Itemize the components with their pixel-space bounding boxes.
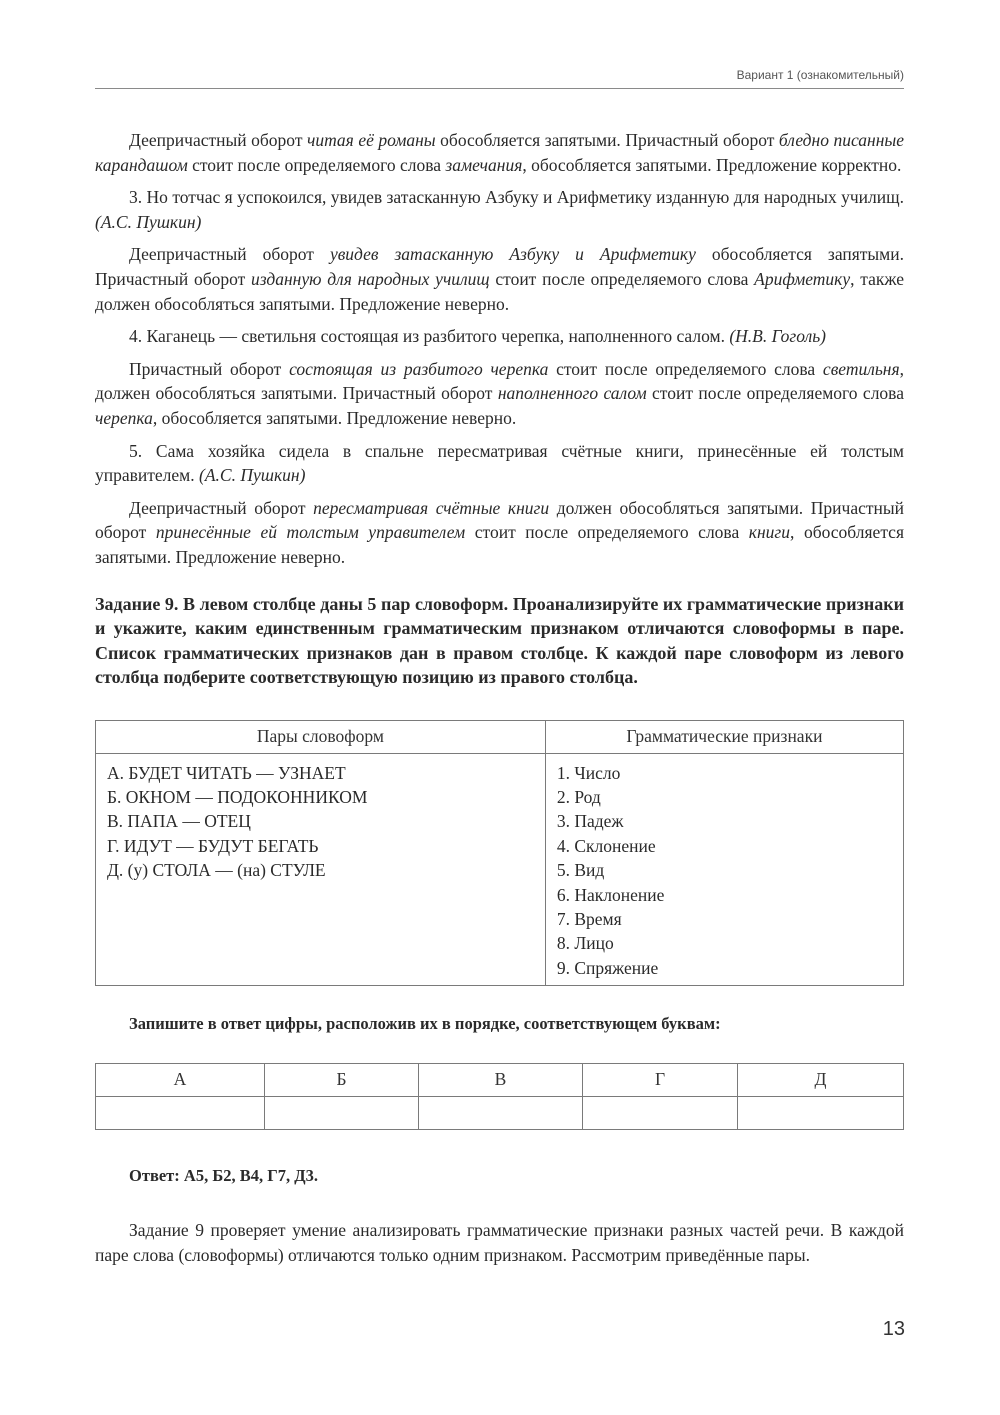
text-fragment: обособляется запятыми. Причастный оборот bbox=[95, 244, 904, 289]
italic-fragment: книги bbox=[748, 522, 790, 543]
text-fragment: стоит после определяемого слова bbox=[465, 522, 749, 543]
features-header: Грамматические признаки bbox=[545, 720, 903, 753]
pairs-cell bbox=[96, 753, 546, 986]
text-fragment: 4. Каганець — светильня состоящая из разбитого черепка, наполненного салом. bbox=[129, 326, 730, 347]
italic-fragment: читая её романы bbox=[306, 130, 436, 150]
page-number: 13 bbox=[882, 1318, 905, 1340]
italic-fragment: изданную для народных училищ bbox=[251, 268, 490, 289]
list-item: Г. ИДУТ — БУДУТ БЕГАТЬ bbox=[107, 835, 319, 856]
italic-fragment: бледно писанные карандашом bbox=[95, 130, 904, 175]
list-item: 1. Число bbox=[556, 762, 621, 783]
answer-letters-row bbox=[96, 1063, 904, 1096]
answer-blank-cell[interactable] bbox=[265, 1096, 419, 1129]
italic-fragment: черепка bbox=[95, 407, 153, 428]
text-fragment: Деепричастный оборот bbox=[129, 497, 314, 518]
answer-table bbox=[95, 1063, 904, 1130]
text-fragment: Причастный оборот bbox=[129, 358, 290, 379]
paragraph bbox=[95, 128, 904, 177]
italic-fragment: Арифметику bbox=[754, 268, 851, 289]
text-fragment: обособляется запятыми. Причастный оборот bbox=[435, 130, 779, 150]
italic-fragment: (А.С. Пушкин) bbox=[95, 211, 202, 232]
paragraph bbox=[95, 242, 904, 316]
paragraph bbox=[95, 324, 904, 349]
features-list bbox=[547, 755, 902, 985]
answer-blank-cell[interactable] bbox=[419, 1096, 583, 1129]
text-fragment: , обособляется запятыми. Предложение неверно. bbox=[95, 522, 904, 567]
answer-text: Ответ: А5, Б2, В4, Г7, Д3. bbox=[129, 1165, 318, 1185]
answer-letter: Б bbox=[265, 1063, 419, 1096]
answer-blank-cell[interactable] bbox=[583, 1096, 738, 1129]
answer-blank-cell[interactable] bbox=[96, 1096, 265, 1129]
header-title: Вариант 1 (ознакомительный) bbox=[736, 68, 904, 82]
list-item: 6. Наклонение bbox=[556, 884, 665, 905]
features-cell bbox=[545, 753, 903, 986]
answer-letter: Г bbox=[583, 1063, 738, 1096]
pairs-table bbox=[95, 720, 904, 987]
answer-blank-cell[interactable] bbox=[738, 1096, 904, 1129]
list-item: 4. Склонение bbox=[556, 835, 656, 856]
list-item: А. БУДЕТ ЧИТАТЬ — УЗНАЕТ bbox=[107, 762, 346, 783]
text-fragment: 3. Но тотчас я успокоился, увидев затасканную Азбуку и Арифметику изданную для народных училищ. bbox=[129, 187, 904, 208]
answer-blank-row bbox=[96, 1096, 904, 1129]
italic-fragment: (А.С. Пушкин) bbox=[199, 465, 306, 486]
pairs-list bbox=[97, 755, 544, 887]
answer-letter: В bbox=[419, 1063, 583, 1096]
list-item: Д. (у) СТОЛА — (на) СТУЛЕ bbox=[107, 860, 326, 881]
page-header bbox=[95, 66, 904, 89]
text-fragment: Деепричастный оборот bbox=[129, 130, 307, 150]
italic-fragment: светильня bbox=[822, 358, 900, 379]
list-item: 3. Падеж bbox=[556, 811, 624, 832]
pairs-header: Пары словоформ bbox=[96, 720, 546, 753]
task-heading: Задание 9. В левом столбце даны 5 пар словоформ. Проанализируйте их грамматические признаки и укажите, каким единственным грамматическим признаком отличаются словоформы в паре. Список грамматических признаков дан в правом столбце. К каждой паре словоформ из левого столбца подберите соответствующую позицию из правого столбца. bbox=[95, 593, 904, 687]
explanation-text: Задание 9 проверяет умение анализировать грамматические признаки разных частей речи. В каждой паре слова (словоформы) отличаются только одним признаком. Рассмотрим приведённые пары. bbox=[95, 1220, 904, 1265]
list-item: 5. Вид bbox=[556, 860, 605, 881]
italic-fragment: состоящая из разбитого черепка bbox=[289, 358, 549, 379]
list-item: Б. ОКНОМ — ПОДОКОННИКОМ bbox=[107, 786, 368, 807]
answer-letter: А bbox=[96, 1063, 265, 1096]
paragraph bbox=[95, 185, 904, 234]
paragraph bbox=[95, 496, 904, 570]
text-fragment: , должен обособляться запятыми. Причастный оборот bbox=[95, 358, 904, 404]
text-fragment: стоит после определяемого слова bbox=[548, 358, 823, 379]
italic-fragment: (Н.В. Гоголь) bbox=[729, 326, 826, 347]
text-fragment: Деепричастный оборот bbox=[129, 244, 330, 265]
text-fragment: должен обособляться запятыми. Причастный оборот bbox=[95, 497, 905, 543]
page-content bbox=[95, 128, 904, 1268]
italic-fragment: принесённые ей толстым управителем bbox=[155, 522, 466, 543]
italic-fragment: наполненного салом bbox=[497, 383, 647, 404]
italic-fragment: замечания bbox=[445, 154, 523, 175]
instruction: Запишите в ответ цифры, расположив их в порядке, соответствующем буквам: bbox=[129, 1014, 721, 1034]
list-item: 2. Род bbox=[556, 786, 601, 807]
list-item: 7. Время bbox=[556, 908, 622, 929]
text-fragment: , обособляется запятыми. Предложение неверно. bbox=[152, 407, 517, 428]
text-fragment: , также должен обособляться запятыми. Предложение неверно. bbox=[95, 268, 905, 314]
list-item: 8. Лицо bbox=[556, 933, 614, 954]
list-item: В. ПАПА — ОТЕЦ bbox=[107, 811, 251, 832]
text-fragment: 5. Сама хозяйка сидела в спальне пересматривая счётные книги, принесённые ей толстым управителем. bbox=[95, 440, 904, 486]
answer-letter: Д bbox=[738, 1063, 904, 1096]
paragraph bbox=[95, 439, 904, 488]
list-item: 9. Спряжение bbox=[556, 957, 659, 978]
italic-fragment: увидев затасканную Азбуку и Арифметику bbox=[329, 244, 696, 265]
text-fragment: стоит после определяемого слова bbox=[646, 383, 904, 404]
paragraph bbox=[95, 357, 904, 431]
text-fragment: стоит после определяемого слова bbox=[489, 268, 755, 289]
text-fragment: стоит после определяемого слова bbox=[187, 154, 446, 175]
italic-fragment: пересматривая счётные книги bbox=[313, 497, 550, 518]
text-fragment: , обособляется запятыми. Предложение корректно. bbox=[522, 154, 902, 175]
